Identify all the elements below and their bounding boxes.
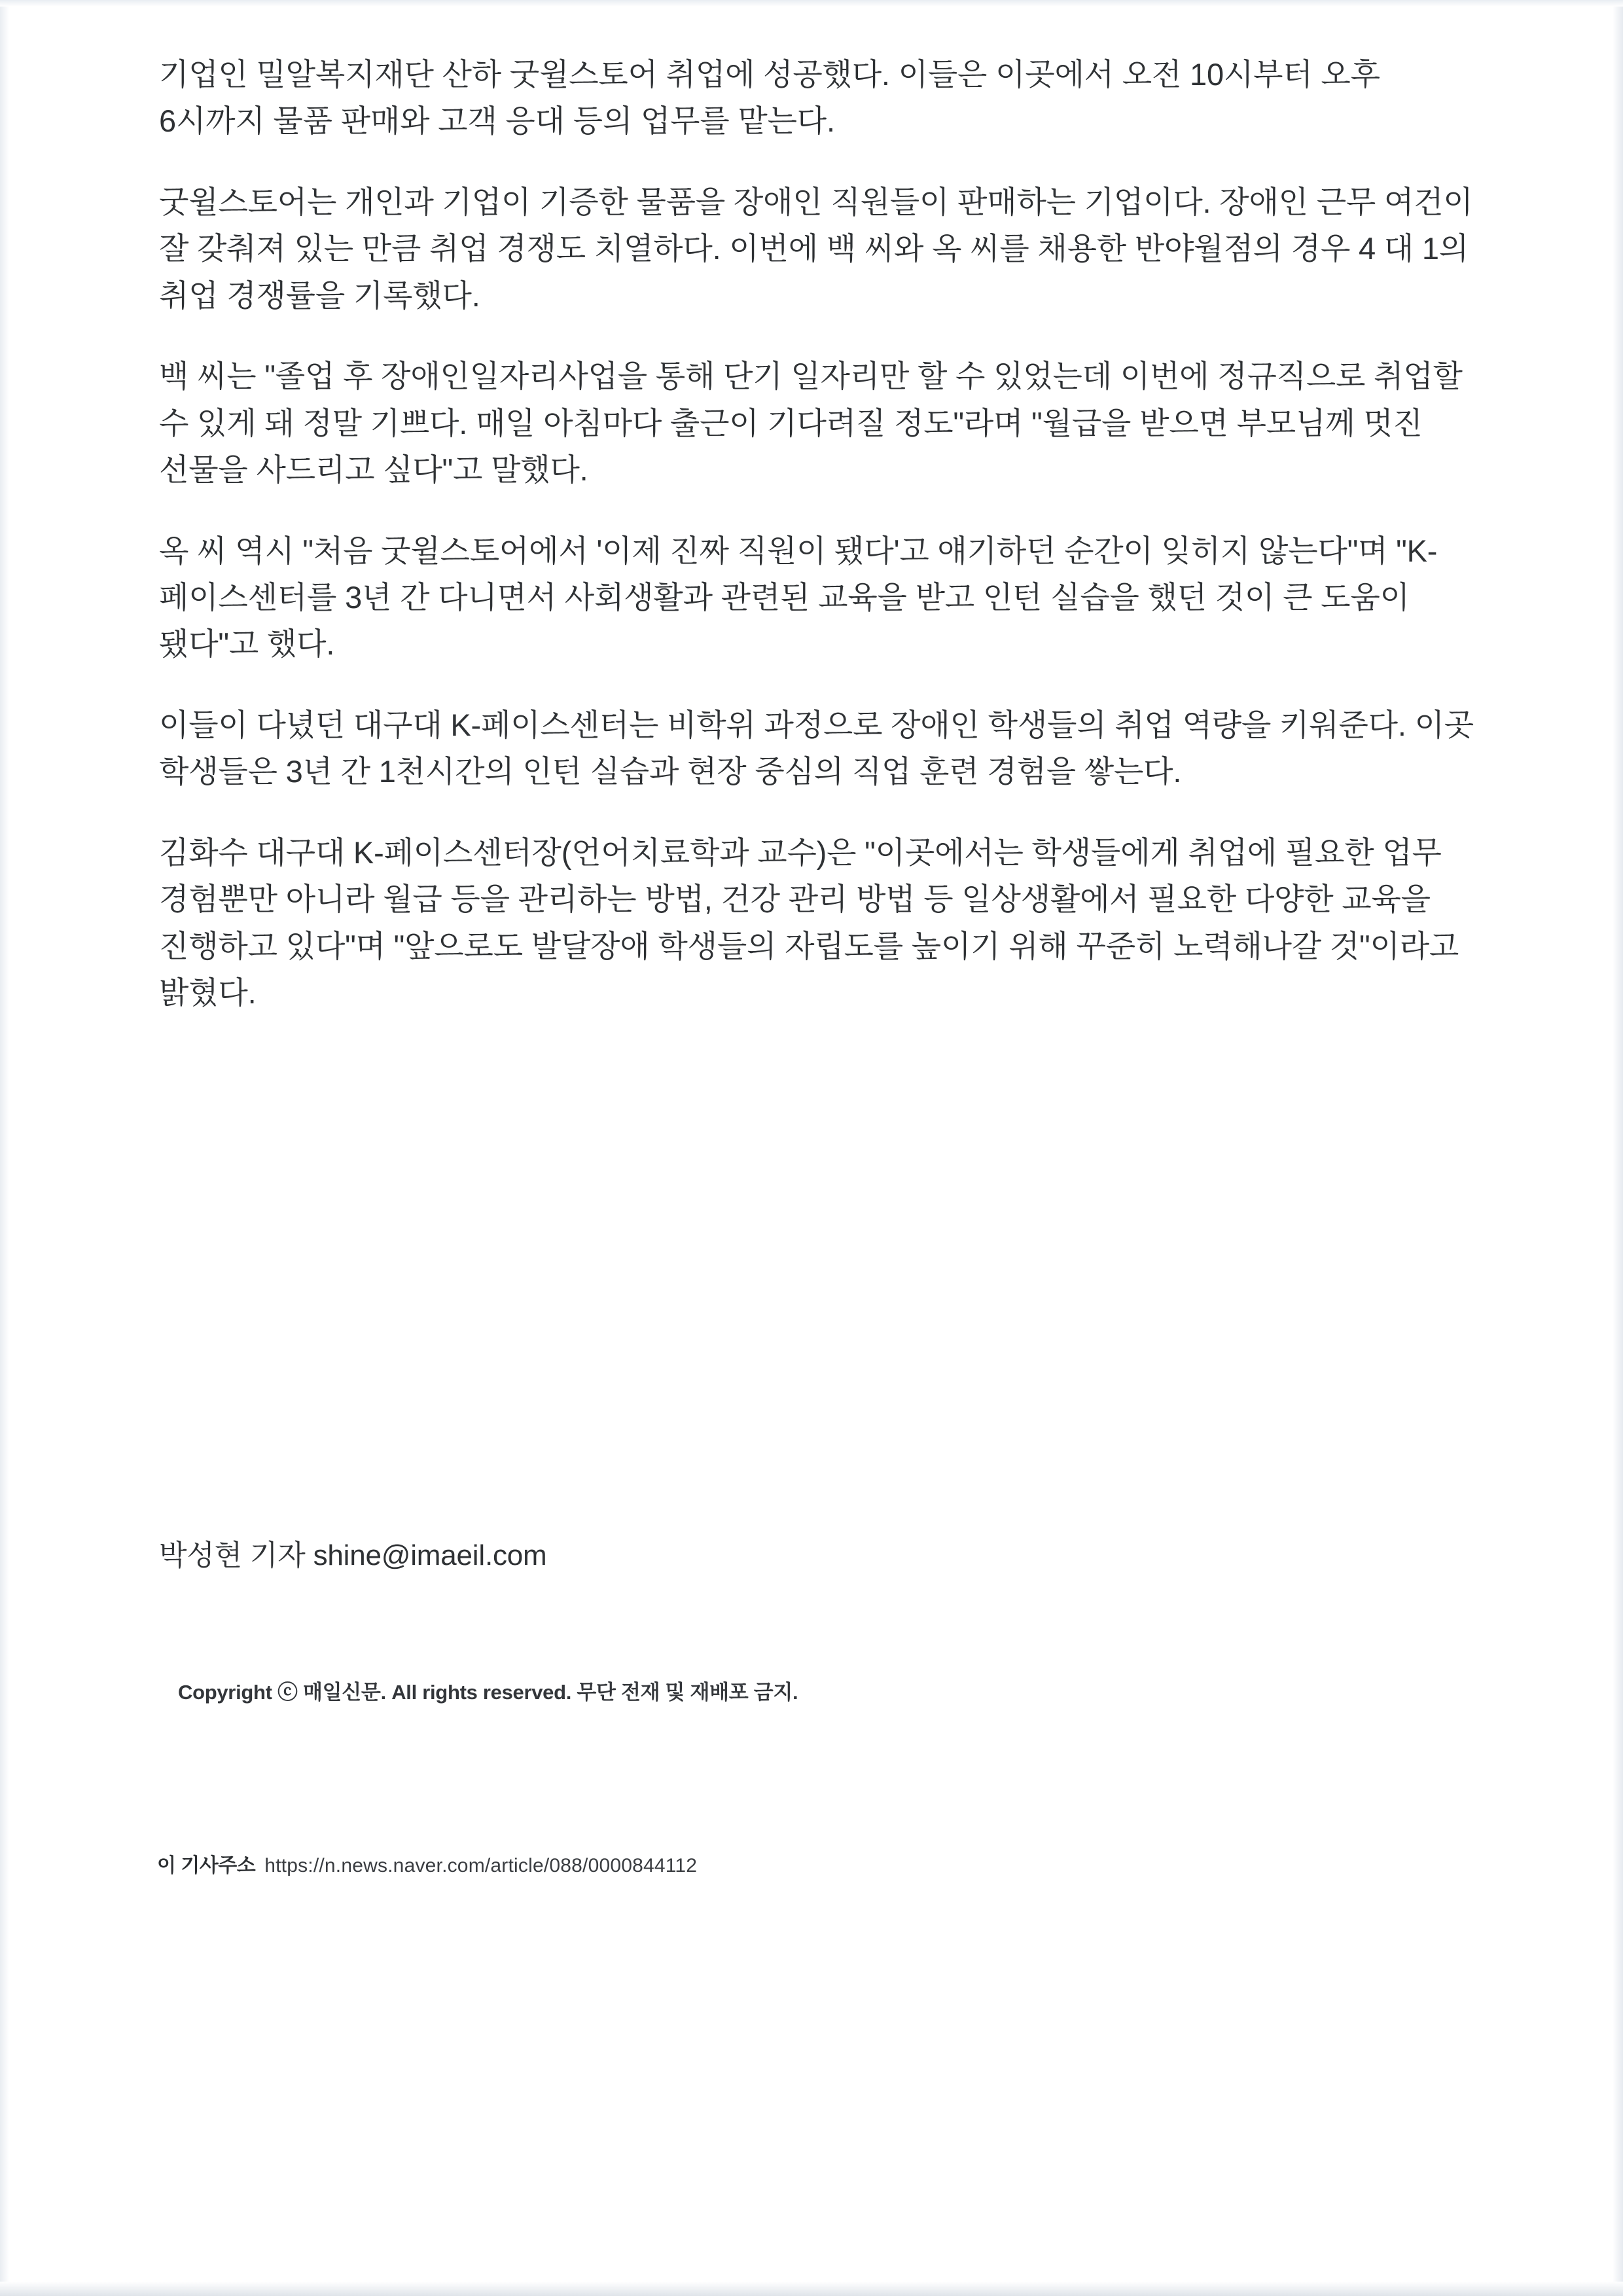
article-body [159, 51, 1494, 1050]
page-edge-top [0, 0, 1623, 7]
page-edge-bottom [0, 2282, 1623, 2296]
article-paragraph: 김화수 대구대 K-페이스센터장(언어치료학과 교수)은 "이곳에서는 학생들에게 취업에 필요한 업무 경험뿐만 아니라 월급 등을 관리하는 방법, 건강 관리 방법 등 일상생활에서 필요한 다양한 교육을 진행하고 있다"며 "앞으로도 발달장애 학생들의 자립도를 높이기 위해 꾸준히 노력해나갈 것"이라고 밝혔다. [159, 834, 1459, 1010]
page-edge-right [1613, 0, 1623, 2296]
article-paragraph: 굿윌스토어는 개인과 기업이 기증한 물품을 장애인 직원들이 판매하는 기업이다. 장애인 근무 여건이 잘 갖춰져 있는 만큼 취업 경쟁도 치열하다. 이번에 백 씨와 옥 씨를 채용한 반야월점의 경우 4 대 1의 취업 경쟁률을 기록했다. [159, 184, 1473, 313]
article-paragraph: 백 씨는 "졸업 후 장애인일자리사업을 통해 단기 일자리만 할 수 있었는데 이번에 정규직으로 취업할 수 있게 돼 정말 기쁘다. 매일 아침마다 출근이 기다려질 정도"라며 "월급을 받으면 부모님께 멋진 선물을 사드리고 싶다"고 말했다. [159, 359, 1463, 488]
article-byline: 박성현 기자 shine@imaeil.com [159, 1539, 547, 1571]
article-paragraph: 이들이 다녔던 대구대 K-페이스센터는 비학위 과정으로 장애인 학생들의 취업 역량을 키워준다. 이곳 학생들은 3년 간 1천시간의 인턴 실습과 현장 중심의 직업 훈련 경험을 쌓는다. [159, 707, 1474, 789]
source-url[interactable]: https://n.news.naver.com/article/088/0000844112 [264, 1855, 698, 1876]
article-paragraph: 기업인 밀알복지재단 산하 굿윌스토어 취업에 성공했다. 이들은 이곳에서 오전 10시부터 오후 6시까지 물품 판매와 고객 응대 등의 업무를 맡는다. [159, 57, 1380, 139]
article-paragraph: 옥 씨 역시 "처음 굿윌스토어에서 '이제 진짜 직원이 됐다'고 얘기하던 순간이 잊히지 않는다"며 "K-페이스센터를 3년 간 다니면서 사회생활과 관련된 교육을 받고 인턴 실습을 했던 것이 큰 도움이 됐다"고 했다. [159, 533, 1438, 662]
copyright-notice: Copyright ⓒ 매일신문. All rights reserved. 무단 전재 및 재배포 금지. [178, 1681, 798, 1704]
page-edge-left [0, 0, 9, 2296]
source-label: 이 기사주소 [157, 1855, 256, 1876]
source-link-row [157, 1849, 697, 1878]
